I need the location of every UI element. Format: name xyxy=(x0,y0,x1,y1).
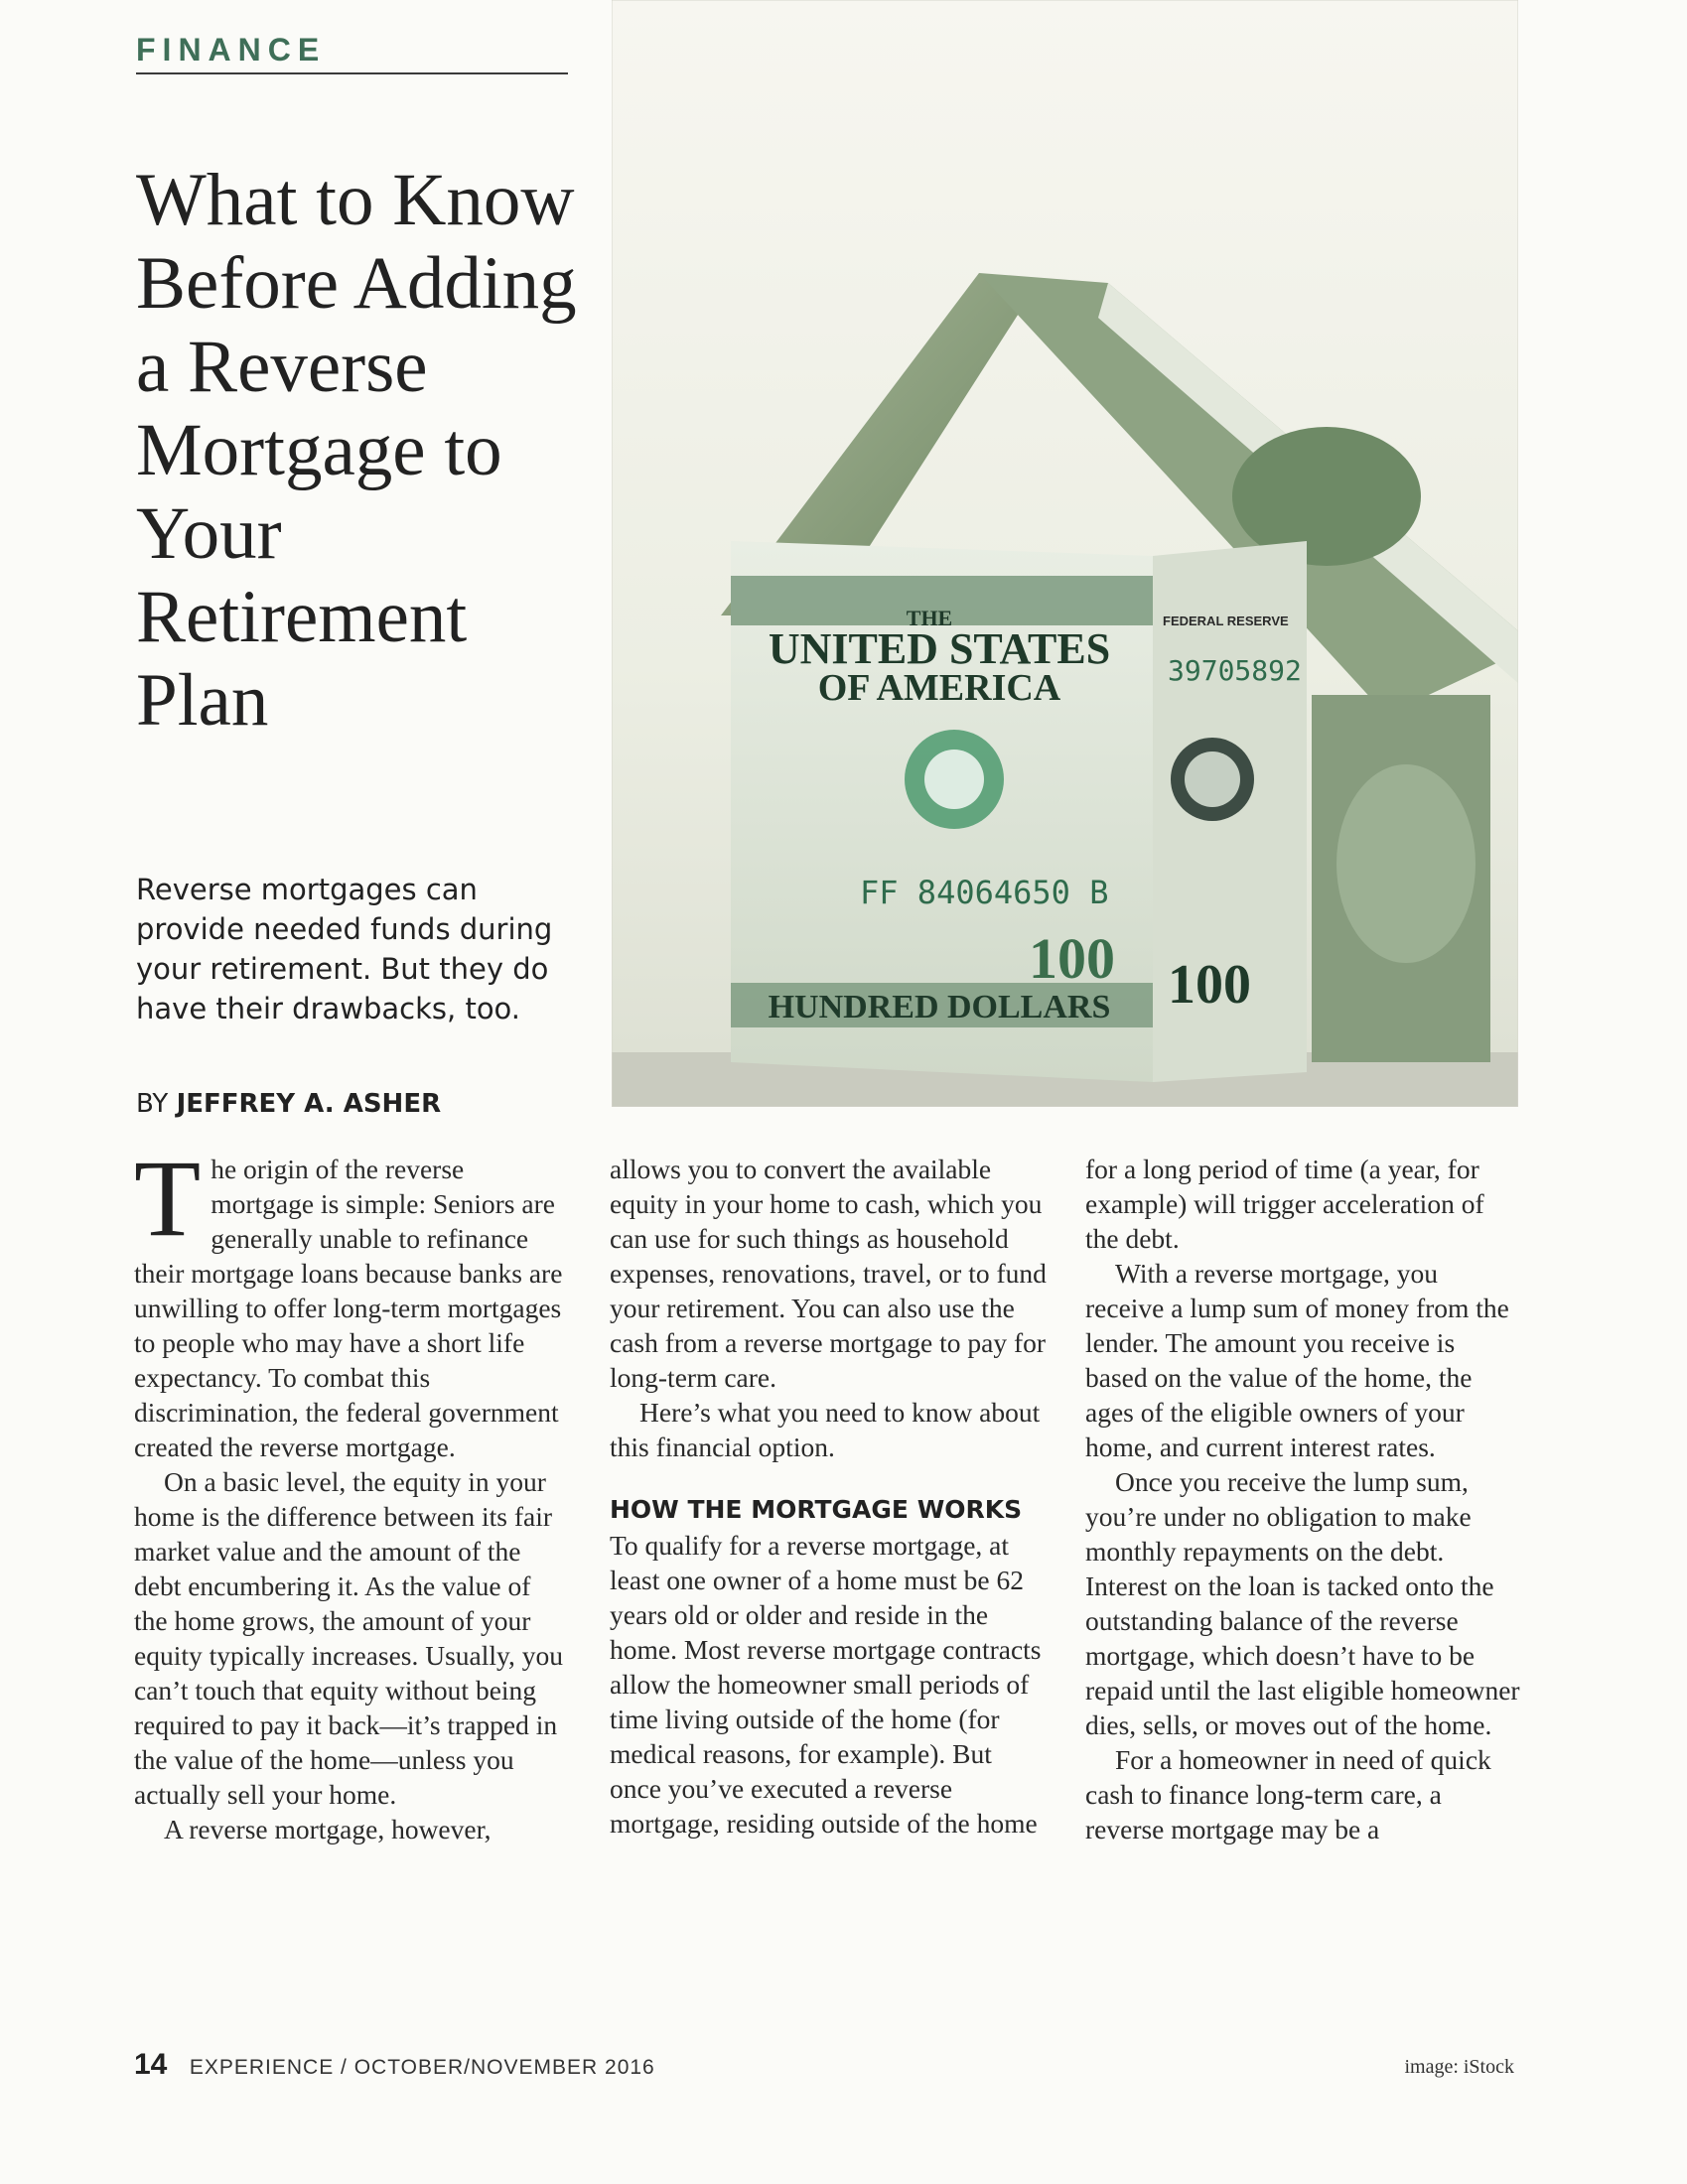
paragraph-1 xyxy=(134,1138,569,1464)
paragraph-4: allows you to convert the available equity in your home to cash, which you can use for such things as household expenses, renovations, travel, or to fund your retirement. You can also use the cash from a reverse mortgage to pay for long-term care. xyxy=(610,1154,1047,1393)
section-label: FINANCE xyxy=(136,32,568,74)
subhead-how-it-works: HOW THE MORTGAGE WORKS xyxy=(610,1495,1023,1524)
paragraph-6: To qualify for a reverse mortgage, at least one owner of a home must be 62 years old or older and reside in the home. Most reverse mortgage contracts allow the homeowner small periods of time living outside of the home (for medical reasons, for example). But once you’ve executed a reverse mortgage, residing outside of the home xyxy=(610,1530,1042,1839)
svg-text:100: 100 xyxy=(1168,954,1251,1016)
publication-line: EXPERIENCE / OCTOBER/NOVEMBER 2016 xyxy=(189,2056,655,2079)
article-headline: What to Know Before Adding a Reverse Mortgage to Your Retirement Plan xyxy=(136,159,577,742)
bill-serial-side: 39705892 xyxy=(1168,654,1302,687)
paragraph-10: For a homeowner in need of quick cash to finance long-term care, a reverse mortgage may be a xyxy=(1085,1744,1491,1844)
bill-header-top: THE xyxy=(906,606,953,630)
page-footer xyxy=(134,2048,1514,2082)
bill-denomination-word: HUNDRED DOLLARS xyxy=(768,989,1111,1025)
paragraph-9: Once you receive the lump sum, you’re under no obligation to make monthly repayments on the debt. Interest on the loan is tacked onto the outstanding balance of the reverse mortgage, which doesn’t have to be repaid until the last eligible homeowner dies, sells, or moves out of the home. xyxy=(1085,1466,1520,1740)
article-dek: Reverse mortgages can provide needed funds during your retirement. But they do have their drawbacks, too. xyxy=(136,873,553,1025)
hero-photo xyxy=(612,0,1518,1107)
bill-header-main: UNITED STATES xyxy=(768,624,1111,673)
article-column-1 xyxy=(134,1138,569,1846)
money-house-illustration xyxy=(612,0,1518,1107)
portrait-face xyxy=(1336,764,1476,963)
paragraph-7: for a long period of time (a year, for example) will trigger acceleration of the debt. xyxy=(1085,1154,1484,1254)
bill-side-fed: FEDERAL RESERVE xyxy=(1163,614,1289,628)
bill-header-sub: OF AMERICA xyxy=(817,667,1061,709)
paragraph-2: On a basic level, the equity in your home is the difference between its fair market value and the amount of the debt encumbering it. As the value of the home grows, the amount of your equity typically increases. Usually, you can’t touch that equity without being required to pay it back—it’s trapped in the value of the home—unless you actually sell your home. xyxy=(134,1466,563,1810)
article-column-2 xyxy=(610,1152,1047,1841)
bill-denomination-small: 100 xyxy=(1029,926,1115,991)
image-credit: image: iStock xyxy=(1404,2056,1514,2078)
byline xyxy=(136,1089,441,1119)
paragraph-8: With a reverse mortgage, you receive a lump sum of money from the lender. The amount you receive is based on the value of the home, the ages of the eligible owners of your home, and current interest rates. xyxy=(1085,1258,1509,1462)
page-number: 14 xyxy=(134,2048,168,2081)
byline-author: JEFFREY A. ASHER xyxy=(176,1089,442,1119)
drop-cap: T xyxy=(134,1138,202,1259)
paragraph-1-text: he origin of the reverse mortgage is simple: Seniors are generally unable to refinance their mortgage loans because banks are unwilling to offer long-term mortgages to people who may have a short life expectancy. To combat this discrimination, the federal government created the reverse mortgage. xyxy=(134,1154,563,1462)
roof-portrait-shade xyxy=(1232,427,1421,566)
article-column-3 xyxy=(1085,1152,1522,1846)
paragraph-5: Here’s what you need to know about this financial option. xyxy=(610,1397,1041,1462)
paragraph-3: A reverse mortgage, however, xyxy=(164,1814,492,1844)
byline-prefix: BY xyxy=(136,1089,169,1119)
bill-serial-front: FF 84064650 B xyxy=(860,874,1109,911)
